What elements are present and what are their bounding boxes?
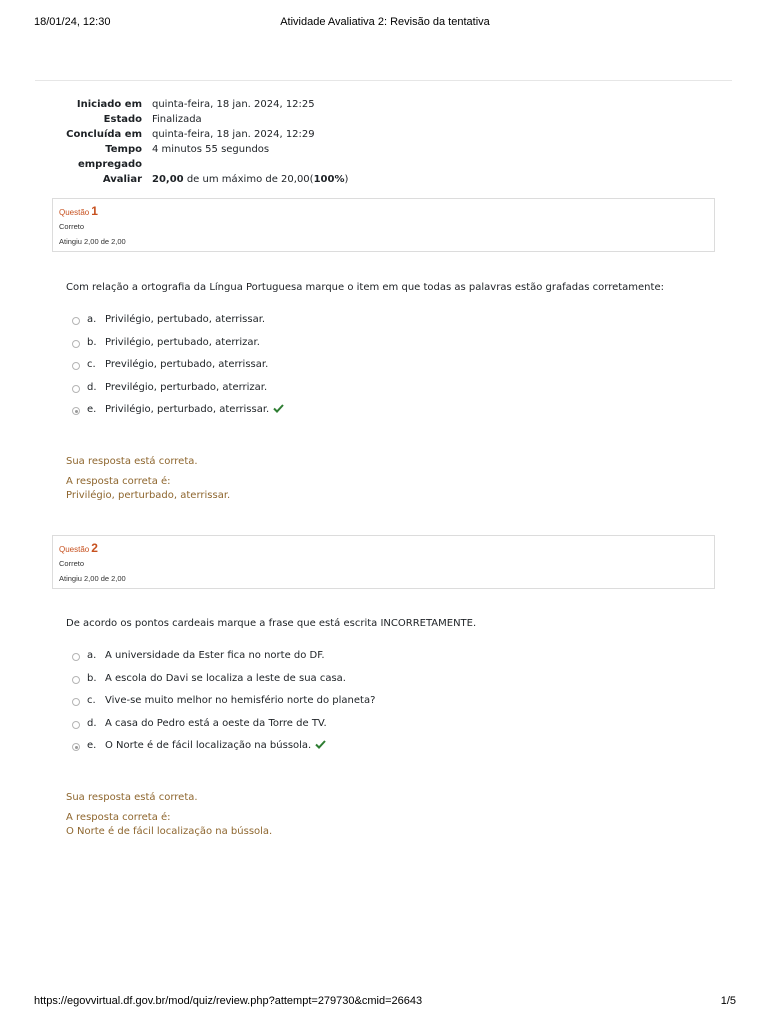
check-icon xyxy=(315,740,326,752)
print-url: https://egovvirtual.df.gov.br/mod/quiz/review.php?attempt=279730&cmid=26643 xyxy=(34,995,423,1007)
check-icon xyxy=(273,404,284,416)
question-info: Questão 2 Correto Atingiu 2,00 de 2,00 xyxy=(52,535,715,589)
print-date: 18/01/24, 12:30 xyxy=(34,16,111,28)
right-answer: O Norte é de fácil localização na bússola. xyxy=(66,826,273,837)
feedback-correct: Sua resposta está correta. xyxy=(66,456,198,467)
radio-button[interactable] xyxy=(72,385,80,393)
answer-option[interactable]: d. A casa do Pedro está a oeste da Torre de TV. xyxy=(66,718,666,741)
print-title: Atividade Avaliativa 2: Revisão da tentativa xyxy=(280,16,490,28)
summary-completed: Concluída em quinta-feira, 18 jan. 2024, 12:29 xyxy=(66,129,315,140)
radio-button[interactable] xyxy=(72,340,80,348)
radio-button[interactable] xyxy=(72,362,80,370)
right-answer-label: A resposta correta é: xyxy=(66,476,171,487)
print-footer xyxy=(34,995,736,1009)
right-answer: Privilégio, perturbado, aterrissar. xyxy=(66,490,231,501)
question-state: Correto xyxy=(59,222,85,231)
feedback xyxy=(66,791,272,839)
radio-button-checked[interactable] xyxy=(72,743,80,751)
divider xyxy=(35,80,732,81)
summary-grade: Avaliar 20,00 de um máximo de 20,00(100%) xyxy=(102,174,349,185)
question-grade: Atingiu 2,00 de 2,00 xyxy=(59,237,126,246)
attempt-summary xyxy=(50,97,450,187)
radio-button[interactable] xyxy=(72,698,80,706)
radio-button[interactable] xyxy=(72,676,80,684)
answer-option[interactable]: a. A universidade da Ester fica no norte do DF. xyxy=(66,650,666,673)
answer-option[interactable]: b. Privilégio, pertubado, aterrizar. xyxy=(66,337,666,360)
answer-options xyxy=(66,314,666,427)
radio-button-checked[interactable] xyxy=(72,407,80,415)
right-answer-label: A resposta correta é: xyxy=(66,812,171,823)
answer-option[interactable]: a. Privilégio, pertubado, aterrissar. xyxy=(66,314,666,337)
radio-button[interactable] xyxy=(72,317,80,325)
answer-option[interactable]: d. Previlégio, perturbado, aterrizar. xyxy=(66,382,666,405)
question-text: Com relação a ortografia da Língua Portuguesa marque o item em que todas as palavras estão grafadas corretamente: xyxy=(66,282,664,293)
feedback xyxy=(66,455,230,503)
question-text: De acordo os pontos cardeais marque a frase que está escrita INCORRETAMENTE. xyxy=(66,618,477,629)
radio-button[interactable] xyxy=(72,721,80,729)
answer-option[interactable]: c. Previlégio, pertubado, aterrissar. xyxy=(66,359,666,382)
feedback-correct: Sua resposta está correta. xyxy=(66,792,198,803)
question-grade: Atingiu 2,00 de 2,00 xyxy=(59,574,126,583)
question-info: Questão 1 Correto Atingiu 2,00 de 2,00 xyxy=(52,198,715,252)
page-number: 1/5 xyxy=(720,995,736,1007)
print-header xyxy=(34,16,736,30)
answer-option-selected[interactable]: e. O Norte é de fácil localização na bússola. xyxy=(66,740,666,763)
answer-option-selected[interactable]: e. Privilégio, perturbado, aterrissar. xyxy=(66,404,666,427)
question-state: Correto xyxy=(59,559,85,568)
radio-button[interactable] xyxy=(72,653,80,661)
summary-started: Iniciado em quinta-feira, 18 jan. 2024, 12:25 xyxy=(76,99,315,110)
answer-option[interactable]: b. A escola do Davi se localiza a leste de sua casa. xyxy=(66,673,666,696)
summary-time: Tempo empregado 4 minutos 55 segundos xyxy=(77,144,270,170)
answer-option[interactable]: c. Vive-se muito melhor no hemisfério norte do planeta? xyxy=(66,695,666,718)
summary-state: Estado Finalizada xyxy=(103,114,202,125)
answer-options xyxy=(66,650,666,763)
